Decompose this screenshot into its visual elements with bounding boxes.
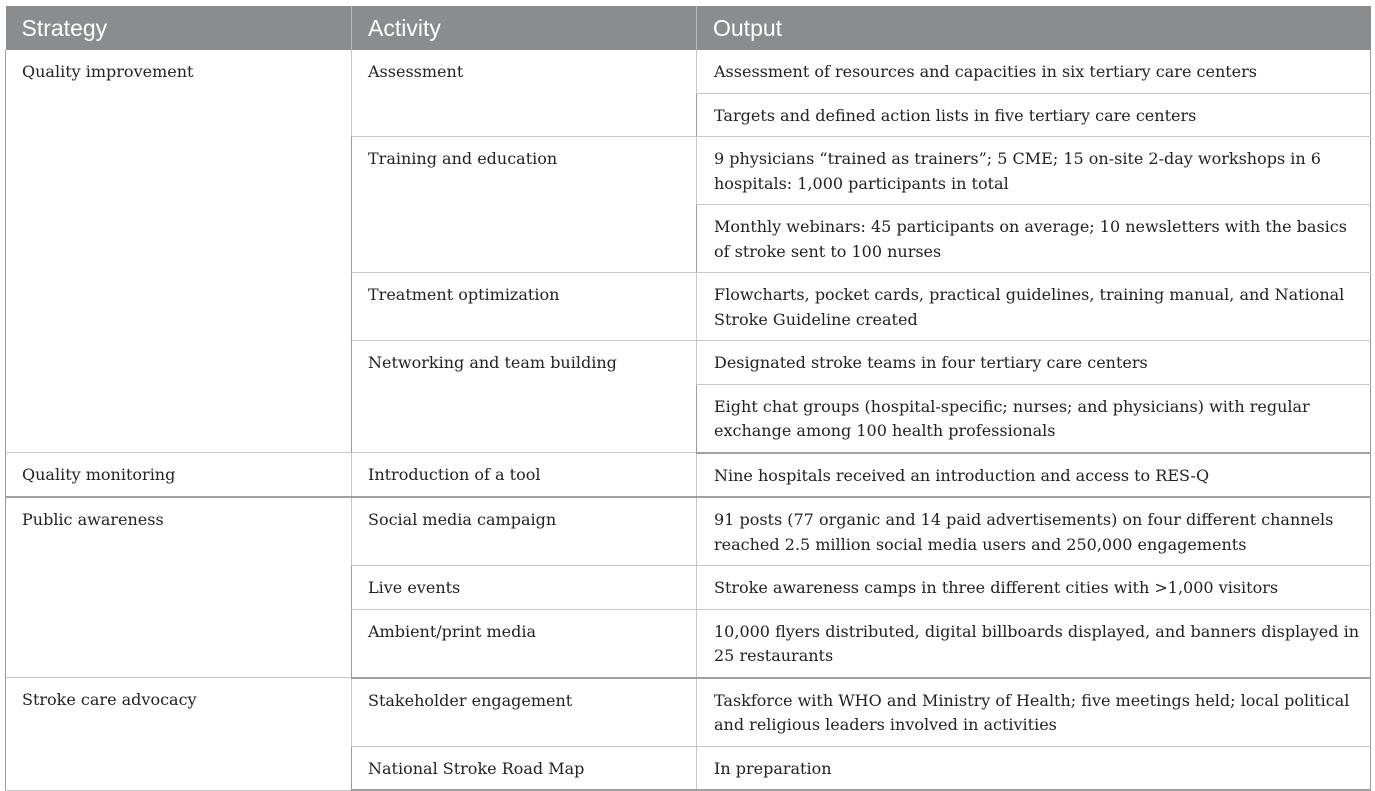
activity-cell: Live events xyxy=(352,566,697,610)
strategy-cell: Quality monitoring xyxy=(6,453,352,498)
activity-cell: Stakeholder engagement xyxy=(352,678,697,747)
activity-cell: Social media campaign xyxy=(352,497,697,566)
header-activity: Activity xyxy=(352,6,697,50)
strategy-cell: Quality improvement xyxy=(6,50,352,453)
output-cell: Flowcharts, pocket cards, practical guidelines, training manual, and National Stroke Guideline created xyxy=(697,273,1371,341)
table-row xyxy=(6,453,1371,498)
header-strategy: Strategy xyxy=(6,6,352,50)
activity-cell: Treatment optimization xyxy=(352,273,697,341)
header-row xyxy=(6,6,1371,50)
activity-cell: Training and education xyxy=(352,137,697,273)
output-cell: 9 physicians “trained as trainers”; 5 CME; 15 on-site 2-day workshops in 6 hospitals: 1,000 participants in total xyxy=(697,137,1371,205)
strategy-table xyxy=(5,6,1371,791)
output-cell: Eight chat groups (hospital-specific; nurses; and physicians) with regular exchange among 100 health professionals xyxy=(697,384,1371,453)
strategy-cell: Stroke care advocacy xyxy=(6,678,352,791)
output-cell: Assessment of resources and capacities in six tertiary care centers xyxy=(697,50,1371,93)
activity-cell: Networking and team building xyxy=(352,341,697,453)
output-cell: Monthly webinars: 45 participants on average; 10 newsletters with the basics of stroke sent to 100 nurses xyxy=(697,205,1371,273)
output-cell: Targets and defined action lists in five tertiary care centers xyxy=(697,93,1371,137)
output-cell: In preparation xyxy=(697,746,1371,790)
activity-cell: National Stroke Road Map xyxy=(352,746,697,790)
output-cell: Taskforce with WHO and Ministry of Health; five meetings held; local political and religious leaders involved in activities xyxy=(697,678,1371,747)
output-cell: Designated stroke teams in four tertiary care centers xyxy=(697,341,1371,385)
table-row xyxy=(6,50,1371,93)
strategy-cell: Public awareness xyxy=(6,497,352,678)
table-row xyxy=(6,678,1371,747)
output-cell: Nine hospitals received an introduction and access to RES-Q xyxy=(697,453,1371,498)
output-cell: 91 posts (77 organic and 14 paid advertisements) on four different channels reached 2.5 million social media users and 250,000 engagements xyxy=(697,497,1371,566)
header-output: Output xyxy=(697,6,1371,50)
activity-cell: Introduction of a tool xyxy=(352,453,697,498)
activity-cell: Assessment xyxy=(352,50,697,137)
activity-cell: Ambient/print media xyxy=(352,609,697,678)
output-cell: Stroke awareness camps in three different cities with >1,000 visitors xyxy=(697,566,1371,610)
output-cell: 10,000 flyers distributed, digital billboards displayed, and banners displayed in 25 restaurants xyxy=(697,609,1371,678)
table-row xyxy=(6,497,1371,566)
